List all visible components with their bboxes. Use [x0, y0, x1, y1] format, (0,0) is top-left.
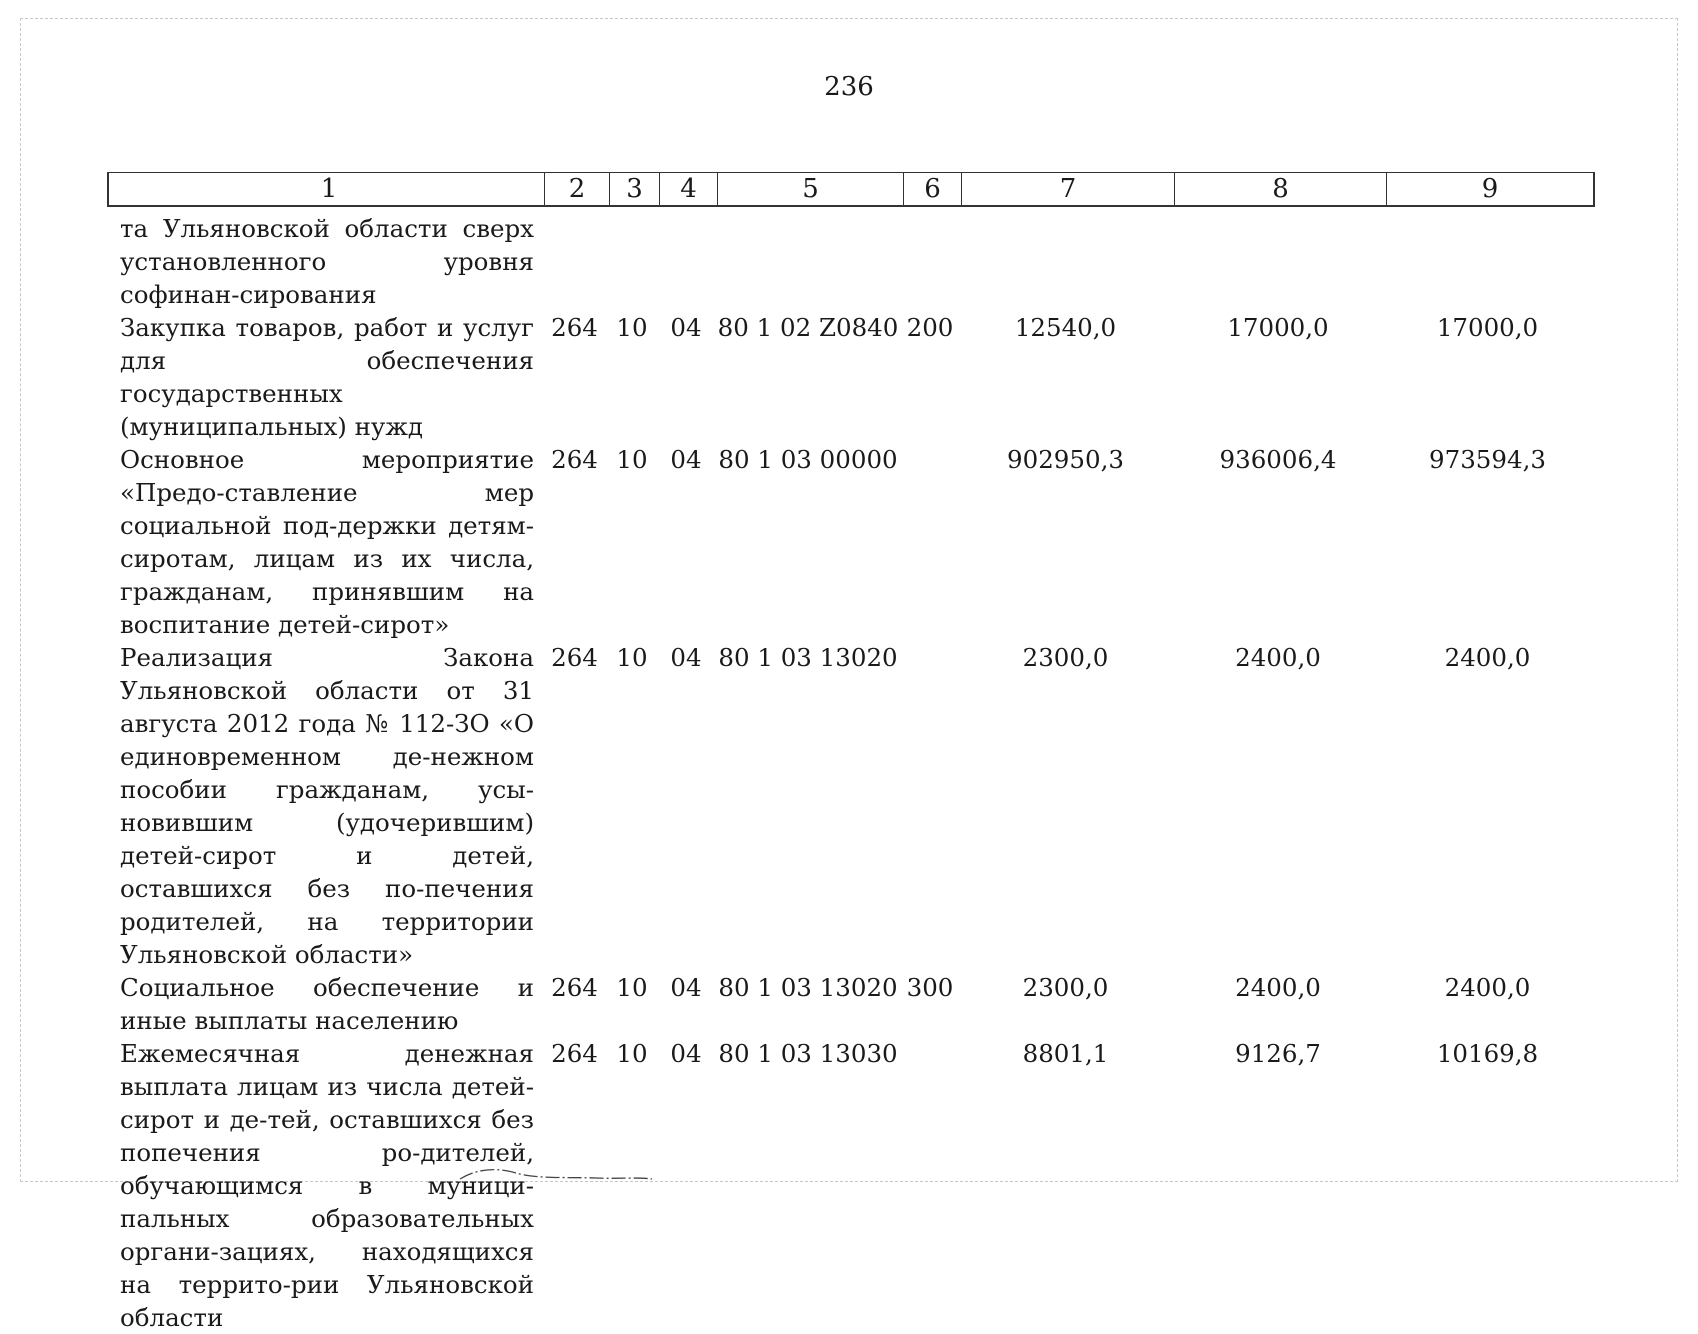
row-amount-9: 17000,0 — [1436, 313, 1539, 342]
row-amount-7: 12540,0 — [1014, 313, 1117, 342]
row-description: Реализация Закона Ульяновской области от 31 августа 2012 года № 112-ЗО «О единовременном де-нежном пособии гражданам, усы-новившим (удочерившим) детей-сирот и детей, оставшихся без по-печения родителей, на территории Ульяновской области» — [120, 643, 534, 969]
signature-stroke — [456, 1163, 656, 1185]
row-section: 10 — [616, 643, 648, 672]
table-row — [107, 443, 1591, 641]
row-amount-7: 8801,1 — [1022, 1039, 1109, 1068]
row-amount-8: 9126,7 — [1235, 1039, 1321, 1068]
table-row — [107, 971, 1591, 1037]
row-subsection: 04 — [670, 313, 702, 342]
row-code: 264 — [551, 445, 598, 474]
row-code: 264 — [551, 973, 598, 1002]
row-description: Закупка товаров, работ и услуг для обеспечения государственных (муниципальных) нужд — [120, 313, 534, 441]
row-amount-7: 2300,0 — [1022, 643, 1109, 672]
row-expense-type: 200 — [906, 313, 954, 342]
row-amount-7: 902950,3 — [1007, 445, 1124, 474]
row-amount-9: 10169,8 — [1436, 1039, 1539, 1068]
row-target-article: 80 1 03 13020 — [718, 973, 898, 1002]
row-description: Ежемесячная денежная выплата лицам из числа детей-сирот и де-тей, оставшихся без попечения ро-дителей, обучающимся в муници-пальных образовательных органи-зациях, находящихся на террито-рии Ульяновской области — [120, 1039, 534, 1332]
table-row — [107, 641, 1591, 971]
header-col-5: 5 — [717, 173, 903, 205]
row-target-article: 80 1 03 13020 — [718, 643, 898, 672]
row-description: та Ульяновской области сверх установленного уровня софинан-сирования — [120, 214, 534, 309]
page-number: 236 — [824, 72, 874, 102]
row-target-article: 80 1 02 Z0840 — [717, 313, 899, 342]
row-amount-8: 2400,0 — [1235, 973, 1321, 1002]
row-description: Основное мероприятие «Предо-ставление мер социальной под-держки детям-сиротам, лицам из их числа, гражданам, принявшим на воспитание детей-сирот» — [120, 445, 534, 639]
row-amount-9: 2400,0 — [1444, 973, 1531, 1002]
table-body — [107, 212, 1591, 1334]
row-amount-9: 2400,0 — [1444, 643, 1531, 672]
row-target-article: 80 1 03 13030 — [718, 1039, 898, 1068]
header-col-9: 9 — [1386, 173, 1593, 205]
row-amount-8: 17000,0 — [1227, 313, 1329, 342]
table-row — [107, 311, 1591, 443]
row-section: 10 — [616, 1039, 648, 1068]
row-target-article: 80 1 03 00000 — [718, 445, 898, 474]
table-row — [107, 212, 1591, 311]
row-section: 10 — [616, 445, 648, 474]
table-row — [107, 1037, 1591, 1334]
header-col-8: 8 — [1174, 173, 1386, 205]
row-subsection: 04 — [670, 445, 702, 474]
row-description: Социальное обеспечение и иные выплаты населению — [120, 973, 534, 1035]
header-col-7: 7 — [961, 173, 1174, 205]
row-code: 264 — [551, 643, 598, 672]
row-section: 10 — [616, 973, 648, 1002]
row-expense-type: 300 — [906, 973, 954, 1002]
header-col-6: 6 — [903, 173, 961, 205]
row-code: 264 — [551, 1039, 598, 1068]
header-col-2: 2 — [544, 173, 609, 205]
row-amount-8: 2400,0 — [1235, 643, 1321, 672]
header-col-3: 3 — [609, 173, 659, 205]
row-subsection: 04 — [670, 973, 702, 1002]
row-subsection: 04 — [670, 1039, 702, 1068]
row-amount-8: 936006,4 — [1219, 445, 1337, 474]
row-subsection: 04 — [670, 643, 702, 672]
row-section: 10 — [616, 313, 648, 342]
header-col-1: 1 — [320, 174, 338, 204]
header-col-4: 4 — [659, 173, 717, 205]
row-code: 264 — [551, 313, 598, 342]
table-header — [107, 172, 1595, 207]
row-amount-9: 973594,3 — [1429, 445, 1546, 474]
row-amount-7: 2300,0 — [1022, 973, 1109, 1002]
